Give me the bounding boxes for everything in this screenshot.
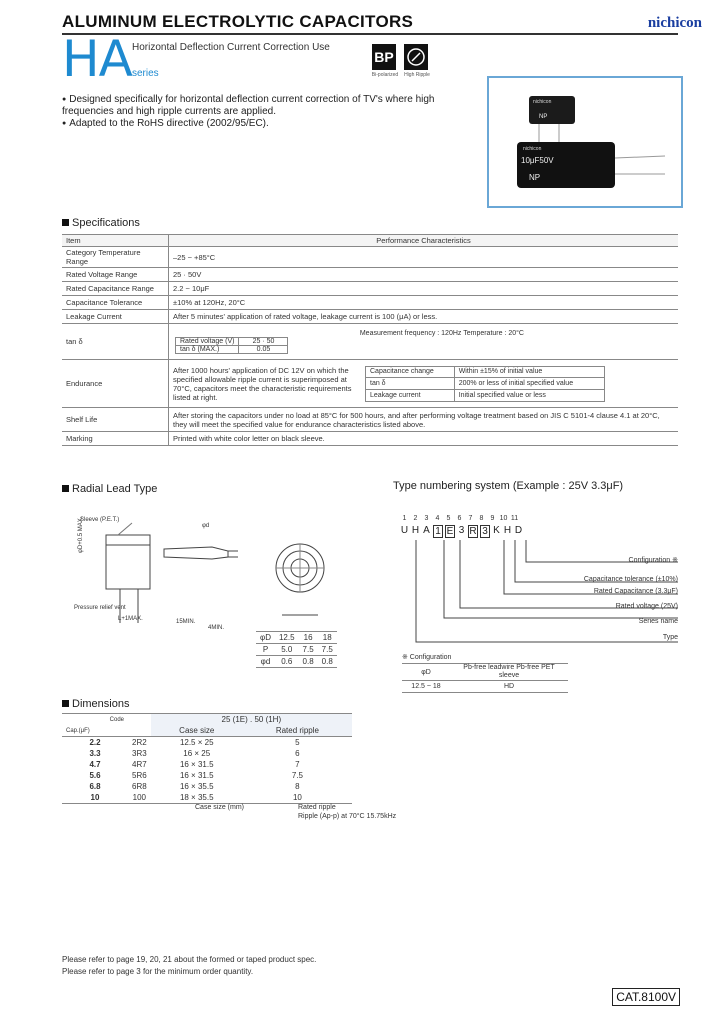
lead-spacing-table: φD 12.5 16 18 P 5.0 7.5 7.5 φd 0.6 0.8 0.8: [256, 631, 337, 668]
endurance-criteria: [365, 366, 605, 402]
tan-table: [175, 337, 288, 354]
header-rule: [62, 33, 678, 35]
series-code: HA: [62, 30, 132, 88]
phi-d-label: φD+0.5 MAX.: [78, 516, 84, 553]
criteria-value: 200% or less of initial specified value: [454, 378, 604, 390]
radial-heading: Radial Lead Type: [62, 483, 157, 495]
brand-logo: nichicon: [647, 15, 702, 31]
spec-value: 25 · 50V: [169, 268, 679, 282]
tolerance-label: Capacitance tolerance (±10%): [583, 576, 678, 583]
catalog-number: CAT.8100V: [612, 988, 680, 1006]
spec-item: tan δ: [62, 324, 169, 360]
configuration-table: φD Pb-free leadwire Pb-free PET sleeve 12.5 ~ 18 HD: [402, 663, 568, 693]
min15-label: 15MIN.: [176, 619, 196, 625]
rated-voltage-label: Rated voltage (25V): [615, 603, 678, 610]
series-label: series: [132, 68, 159, 79]
criteria-label: Capacitance change: [366, 366, 455, 378]
sleeve-label: Sleeve (P.E.T.): [80, 517, 120, 523]
ripple-footnote-1: Rated ripple: [298, 804, 336, 811]
config-label: Configuration ※: [628, 557, 678, 564]
photo-marking: 10μF50V: [521, 156, 554, 165]
bipolar-badge: BP: [372, 44, 396, 70]
spec-value: –25 ~ +85°C: [169, 247, 679, 268]
spec-col-item: Item: [62, 235, 169, 247]
spec-item: Category Temperature Range: [62, 247, 169, 268]
spec-col-performance: Performance Characteristics: [169, 235, 679, 247]
tan-value: 0.05: [239, 345, 288, 353]
configuration-title: ※ Configuration: [402, 654, 452, 661]
ripple-badge-icon: [404, 44, 428, 70]
tan-label: tan δ (MAX.): [176, 345, 239, 353]
note-item: Please refer to page 3 for the minimum order quantity.: [62, 967, 254, 976]
spec-item: Endurance: [62, 360, 169, 408]
endurance-text: After 1000 hours' application of DC 12V on which the specified allowable ripple current is superimposed at 70°C, capacitors meet the characteristic requirements listed at right.: [173, 365, 352, 402]
col-ripple: Rated ripple: [243, 725, 352, 737]
spec-value: After storing the capacitors under no load at 85°C for 500 hours, and after performing voltage treatment based on JIS C 5101-4 clause 4.1 at 20°C, they will meet the specified value for endurance characteristics listed above.: [169, 408, 679, 432]
spec-value: After 5 minutes' application of rated voltage, leakage current is 100 (μA) or less.: [169, 310, 679, 324]
note-item: Please refer to page 19, 20, 21 about the formed or taped product spec.: [62, 955, 317, 964]
type-code-chars: U H A 1 E 3 R 3 K H D: [400, 525, 523, 537]
spec-item: Capacitance Tolerance: [62, 296, 169, 310]
ripple-badge-label: High Ripple: [404, 72, 430, 78]
spec-value: Printed with white color letter on black sleeve.: [169, 432, 679, 446]
spec-item: Marking: [62, 432, 169, 446]
case-size-unit: Case size (mm): [195, 804, 245, 811]
type-label: Type: [662, 634, 678, 641]
capacitor-illustration: [489, 78, 681, 206]
voltage-header: 25 (1E) . 50 (1H): [151, 714, 352, 726]
dimensions-table: Code 25 (1E) . 50 (1H) Cap.(μF) Case size Rated ripple 2.2 2R2 12.5 × 25 5 3.3 3R3 16 × 25 6 4.7 4R7 16 × 31.5 7 5.6 5R6 16 × 31.5 7.5 6.8 6R8 16 × 35.5 8 10 100 18 × 35.5 10: [62, 713, 352, 804]
photo-brand-2: nichicon: [523, 146, 542, 152]
tan-value: 25 · 50: [239, 337, 288, 345]
feature-item: ● Adapted to the RoHS directive (2002/95/EC).: [62, 118, 462, 130]
photo-brand-1: nichicon: [533, 99, 552, 105]
col-case: Case size: [151, 725, 243, 737]
spec-item: Leakage Current: [62, 310, 169, 324]
type-code-positions: 1 2 3 4 5 6 7 8 9 10 11: [402, 515, 519, 522]
type-numbering-heading: Type numbering system (Example : 25V 3.3μF): [393, 480, 624, 492]
spec-item: Rated Voltage Range: [62, 268, 169, 282]
lead-label: φd: [202, 523, 210, 529]
product-photo: [487, 76, 683, 208]
series-subtitle: Horizontal Deflection Current Correction Use: [132, 42, 330, 53]
series-name-label: Series name: [638, 618, 678, 625]
ripple-footnote-2: Ripple (Ap-p) at 70°C 15.75kHz: [298, 813, 397, 820]
criteria-value: Initial specified value or less: [454, 389, 604, 401]
photo-polarity-2: NP: [529, 173, 541, 182]
radial-lead-drawing: [62, 505, 362, 635]
spec-value: 2.2 ~ 10μF: [169, 282, 679, 296]
page-title: ALUMINUM ELECTROLYTIC CAPACITORS: [62, 12, 414, 31]
tan-label: Rated voltage (V): [176, 337, 239, 345]
bipolar-badge-label: Bi-polarized: [371, 72, 399, 78]
corner-cap: Cap.(μF): [66, 727, 90, 734]
pressure-vent-label: Pressure relief vent: [74, 605, 126, 611]
dimensions-heading: Dimensions: [62, 698, 129, 710]
criteria-label: Leakage current: [366, 389, 455, 401]
photo-polarity-1: NP: [539, 114, 548, 120]
corner-code: Code: [109, 716, 124, 723]
spec-item: Shelf Life: [62, 408, 169, 432]
rated-capacitance-label: Rated Capacitance (3.3μF): [593, 588, 678, 595]
feature-item: ● Designed specifically for horizontal deflection current correction of TV's where high frequencies and high ripple currents are applied.: [62, 94, 462, 118]
specifications-heading: Specifications: [62, 217, 140, 229]
criteria-label: tan δ: [366, 378, 455, 390]
tan-measurement: Measurement frequency : 120Hz Temperature : 20°C: [359, 329, 524, 337]
spec-item: Rated Capacitance Range: [62, 282, 169, 296]
specifications-table: [62, 234, 678, 446]
min4-label: 4MIN.: [208, 625, 225, 631]
criteria-value: Within ±15% of initial value: [454, 366, 604, 378]
l-length-label: L+1MAX.: [118, 616, 143, 622]
spec-value: ±10% at 120Hz, 20°C: [169, 296, 679, 310]
